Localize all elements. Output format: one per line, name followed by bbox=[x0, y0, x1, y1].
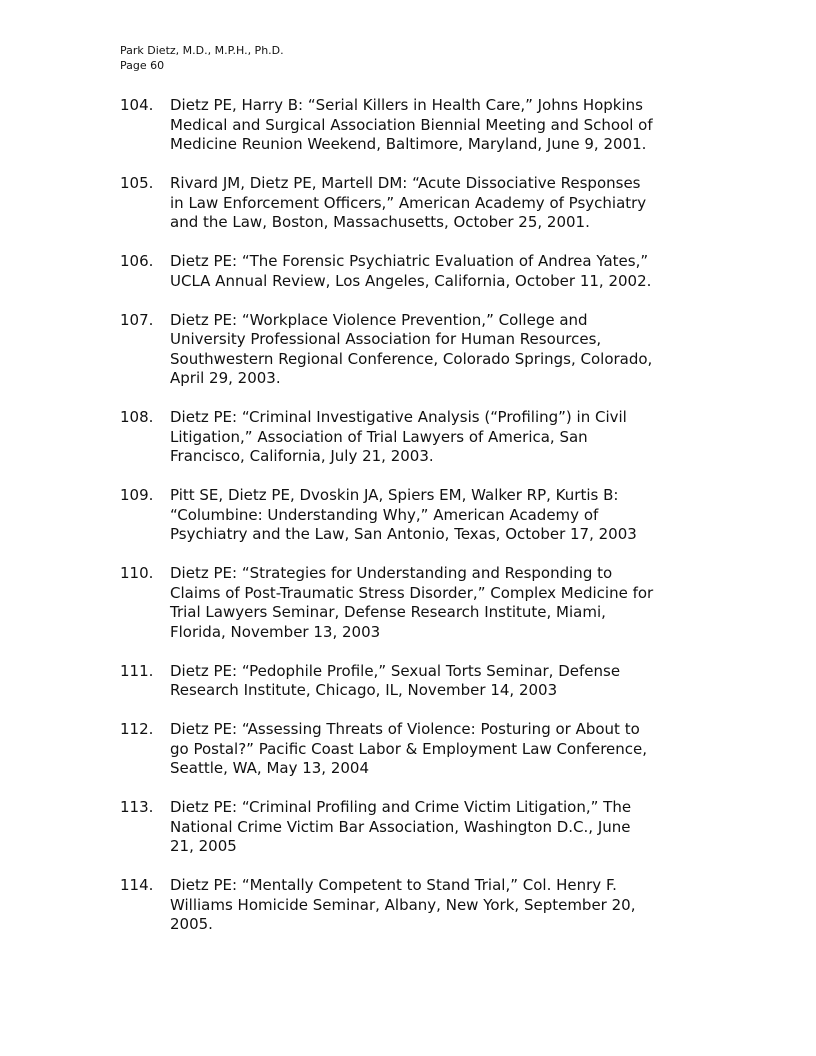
citation-line: UCLA Annual Review, Los Angeles, California, October 11, 2002. bbox=[170, 271, 652, 290]
citation-line: Southwestern Regional Conference, Colorado Springs, Colorado, bbox=[170, 349, 653, 368]
item-citation bbox=[170, 662, 816, 701]
citation-line: Dietz PE: “Strategies for Understanding and Responding to bbox=[170, 564, 613, 582]
item-number: 106. bbox=[120, 252, 154, 270]
citation-line: Williams Homicide Seminar, Albany, New York, September 20, bbox=[170, 895, 636, 914]
item-number: 112. bbox=[120, 720, 154, 738]
citation-line: in Law Enforcement Officers,” American Academy of Psychiatry bbox=[170, 193, 647, 212]
citation-line: Claims of Post-Traumatic Stress Disorder,” Complex Medicine for bbox=[170, 583, 654, 602]
citation-line: and the Law, Boston, Massachusetts, October 25, 2001. bbox=[170, 213, 590, 231]
list-item bbox=[0, 798, 816, 857]
list-item bbox=[0, 408, 816, 467]
item-number: 108. bbox=[120, 408, 154, 426]
item-citation bbox=[170, 798, 816, 857]
citation-line: 2005. bbox=[170, 915, 213, 933]
item-citation bbox=[170, 252, 816, 291]
list-item bbox=[0, 564, 816, 642]
citation-line: Pitt SE, Dietz PE, Dvoskin JA, Spiers EM, Walker RP, Kurtis B: bbox=[170, 486, 619, 504]
list-item bbox=[0, 486, 816, 545]
item-citation bbox=[170, 96, 816, 155]
item-citation bbox=[170, 408, 816, 467]
citation-line: Rivard JM, Dietz PE, Martell DM: “Acute Dissociative Responses bbox=[170, 174, 641, 192]
citation-line: 21, 2005 bbox=[170, 837, 237, 855]
list-item bbox=[0, 662, 816, 701]
page-number: Page 60 bbox=[120, 59, 165, 72]
citation-line: Dietz PE: “Pedophile Profile,” Sexual Torts Seminar, Defense bbox=[170, 661, 621, 680]
citation-line: University Professional Association for Human Resources, bbox=[170, 330, 602, 348]
item-number: 110. bbox=[120, 564, 154, 582]
citation-line: National Crime Victim Bar Association, Washington D.C., June bbox=[170, 817, 631, 836]
citation-line: Dietz PE: “Criminal Profiling and Crime Victim Litigation,” The bbox=[170, 798, 632, 816]
list-item bbox=[0, 311, 816, 389]
list-item bbox=[0, 876, 816, 935]
citation-line: Trial Lawyers Seminar, Defense Research Institute, Miami, bbox=[170, 603, 606, 621]
item-number: 107. bbox=[120, 310, 154, 329]
item-citation bbox=[170, 564, 816, 642]
item-citation bbox=[170, 174, 816, 233]
item-citation bbox=[170, 486, 816, 545]
citation-line: Litigation,” Association of Trial Lawyers of America, San bbox=[170, 427, 588, 446]
citation-line: Francisco, California, July 21, 2003. bbox=[170, 447, 434, 465]
citation-line: Dietz PE: “Criminal Investigative Analysis (“Profiling”) in Civil bbox=[170, 408, 627, 426]
item-number: 109. bbox=[120, 486, 154, 504]
citation-line: Psychiatry and the Law, San Antonio, Texas, October 17, 2003 bbox=[170, 525, 637, 543]
item-number: 105. bbox=[120, 174, 154, 192]
item-citation bbox=[170, 720, 816, 779]
list-item bbox=[0, 96, 816, 155]
citation-line: Research Institute, Chicago, IL, November 14, 2003 bbox=[170, 681, 558, 699]
citation-line: Seattle, WA, May 13, 2004 bbox=[170, 759, 370, 777]
citation-line: Dietz PE, Harry B: “Serial Killers in Health Care,” Johns Hopkins bbox=[170, 96, 643, 114]
list-item bbox=[0, 720, 816, 779]
citation-line: Medicine Reunion Weekend, Baltimore, Maryland, June 9, 2001. bbox=[170, 135, 647, 153]
citation-line: Dietz PE: “Workplace Violence Prevention,” College and bbox=[170, 310, 588, 329]
citation-line: Dietz PE: “Assessing Threats of Violence: Posturing or About to bbox=[170, 720, 640, 738]
citation-line: “Columbine: Understanding Why,” American Academy of bbox=[170, 505, 599, 524]
item-number: 114. bbox=[120, 876, 154, 894]
item-citation bbox=[170, 311, 816, 389]
item-number: 111. bbox=[120, 661, 154, 680]
list-item bbox=[0, 252, 816, 291]
item-number: 113. bbox=[120, 798, 154, 816]
citation-line: Dietz PE: “The Forensic Psychiatric Evaluation of Andrea Yates,” bbox=[170, 252, 649, 270]
citation-line: April 29, 2003. bbox=[170, 369, 281, 387]
item-citation bbox=[170, 876, 816, 935]
citation-line: Medical and Surgical Association Biennial Meeting and School of bbox=[170, 115, 653, 134]
running-header-author: Park Dietz, M.D., M.P.H., Ph.D. bbox=[120, 44, 284, 57]
item-number: 104. bbox=[120, 96, 154, 114]
presentation-list bbox=[0, 96, 816, 954]
list-item bbox=[0, 174, 816, 233]
citation-line: Dietz PE: “Mentally Competent to Stand Trial,” Col. Henry F. bbox=[170, 876, 617, 894]
citation-line: go Postal?” Pacific Coast Labor & Employment Law Conference, bbox=[170, 739, 648, 758]
citation-line: Florida, November 13, 2003 bbox=[170, 622, 381, 641]
